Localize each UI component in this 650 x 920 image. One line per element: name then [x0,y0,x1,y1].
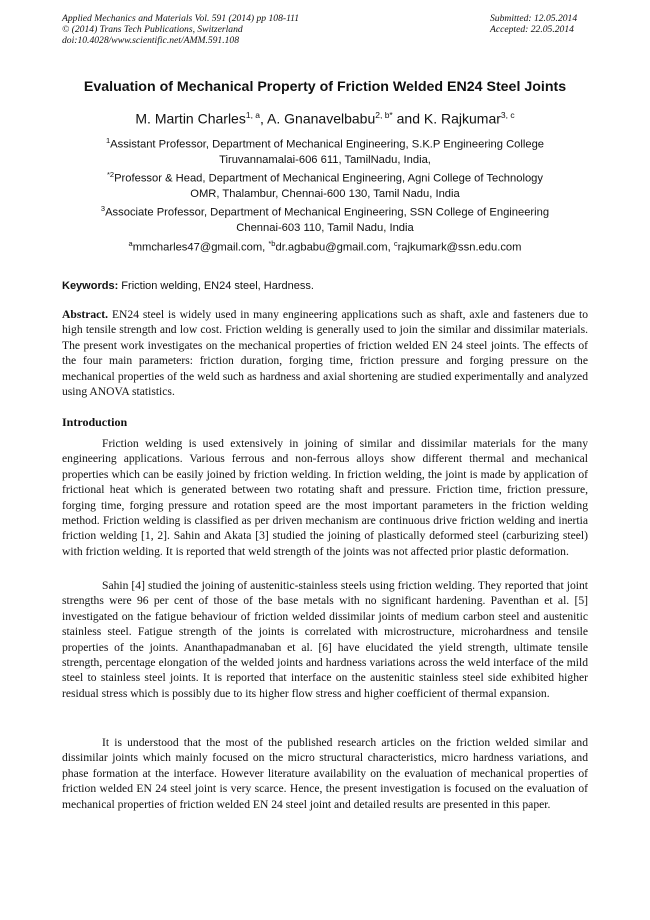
keywords-text: Friction welding, EN24 steel, Hardness. [118,280,314,292]
author-name: M. Martin Charles [135,110,246,127]
email-marker: a [128,239,133,248]
affiliation [62,133,588,169]
affiliation-marker: *2 [107,170,115,179]
author-name: K. Rajkumar [423,110,501,127]
submitted-date: Submitted: 12.05.2014 [490,13,578,24]
affiliation-line: Associate Professor, Department of Mechanical Engineering, SSN College of Engineering [105,206,550,219]
affiliation [62,201,588,237]
email-link[interactable]: dr.agbabu@gmail.com, [275,241,394,254]
submission-dates [490,13,577,35]
affiliation-marker: 1 [105,136,111,145]
author-separator: , [260,110,268,127]
keywords [62,280,588,292]
abstract-text: EN24 steel is widely used in many engineering applications such as shaft, axle and fasteners due to high tensile strength and low cost. Friction welding is generally used to join the similar and dissimilar materials. The present work investigates on the mechanical properties of friction welded EN 24 steel joints. The effects of the four main parameters: friction duration, forging time, friction pressure and forging pressure on the mechanical properties of the weld such as hardness and axial shortening are studied experimentally and analyzed using ANOVA statistics. [62,308,588,399]
accepted-date: Accepted: 22.05.2014 [490,24,574,35]
journal-header [62,13,299,46]
affiliation-marker: 3 [100,204,106,213]
author-superscript: 3, c [500,110,515,120]
affiliation-line: OMR, Thalambur, Chennai-600 130, Tamil Nadu, India [190,188,460,201]
email-marker: c [393,239,398,248]
abstract [62,307,588,399]
author-name: A. Gnanavelbabu [267,110,376,127]
author-superscript: 1, a [245,110,261,120]
intro-paragraph: It is understood that the most of the published research articles on the friction welded similar and dissimilar joints which mainly focused on the micro structural characteristics, micro hardness variations, and phase formation at the interface. However literature availability on the evaluation of mechanical properties of friction welded EN 24 steel joint is very scarce. Hence, the present investigation is focused on the evaluation of mechanical properties of friction welded EN 24 steel joint and detailed results are presented in this paper. [62,736,588,811]
affiliation-line: Chennai-603 110, Tamil Nadu, India [236,222,414,235]
doi-line[interactable]: doi:10.4028/www.scientific.net/AMM.591.108 [62,35,240,46]
author-separator: and [392,110,424,127]
paper-title: Evaluation of Mechanical Property of Friction Welded EN24 Steel Joints [83,79,567,95]
keywords-label: Keywords: [62,280,119,292]
author-emails [62,236,588,256]
email-link[interactable]: rajkumark@ssn.edu.com [397,241,522,254]
intro-paragraph: Friction welding is used extensively in joining of similar and dissimilar materials for the many engineering applications. Various ferrous and non-ferrous alloys show different thermal and mechanical properties which can be easily joined by friction welding. In friction welding, the joint is made by application of frictional heat which is generated between two rotating shaft and pressure. Friction time, friction pressure, forging time, forging pressure and rotation speed are the most important parameters in the friction welding method. Friction welding is classified as per driven mechanism are continuous drive friction welding and inertia friction welding [1, 2]. Sahin and Akata [3] studied the joining of plastically deformed steel (carburizing steel) with friction welding. It is reported that weld strength of the joints was not affected prior plastic deformation. [62,437,588,558]
author-list [0,110,650,127]
affiliation-line: Professor & Head, Department of Mechanical Engineering, Agni College of Technology [114,172,543,185]
email-marker: *b [268,239,276,248]
section-heading: Introduction [62,415,128,429]
intro-paragraph: Sahin [4] studied the joining of austenitic-stainless steels using friction welding. They reported that joint strengths were 96 per cent of those of the base metals with no significant hardening. Paventhan et al. [5] investigated on the fatigue behaviour of friction welded dissimilar joints of medium carbon steel and austenitic stainless steel. Fatigue strength of the joints is correlated with microstructure, microhardness and tensile properties of the joints. Ananthapadmanaban et al. [6] have elucidated the yield strength, ultimate tensile strength, percentage elongation of the welded joints and hardness variations across the weld interface of the mild steel to stainless steel joints. It is reported that interface on the austenitic stainless steel side exhibited higher residual stress which is possibly due to its higher flow stress and higher coefficient of thermal expansion. [62,579,588,700]
author-superscript: 2, b* [375,110,393,120]
copyright-line: © (2014) Trans Tech Publications, Switzerland [62,24,243,35]
email-link[interactable]: mmcharles47@gmail.com, [132,241,269,254]
affiliation-line: Assistant Professor, Department of Mechanical Engineering, S.K.P Engineering College [110,138,545,151]
affiliation-line: Tiruvannamalai-606 611, TamilNadu, India, [219,154,431,167]
abstract-label: Abstract. [62,308,109,321]
affiliation [62,167,588,203]
journal-citation: Applied Mechanics and Materials Vol. 591 (2014) pp 108-111 [62,13,300,24]
